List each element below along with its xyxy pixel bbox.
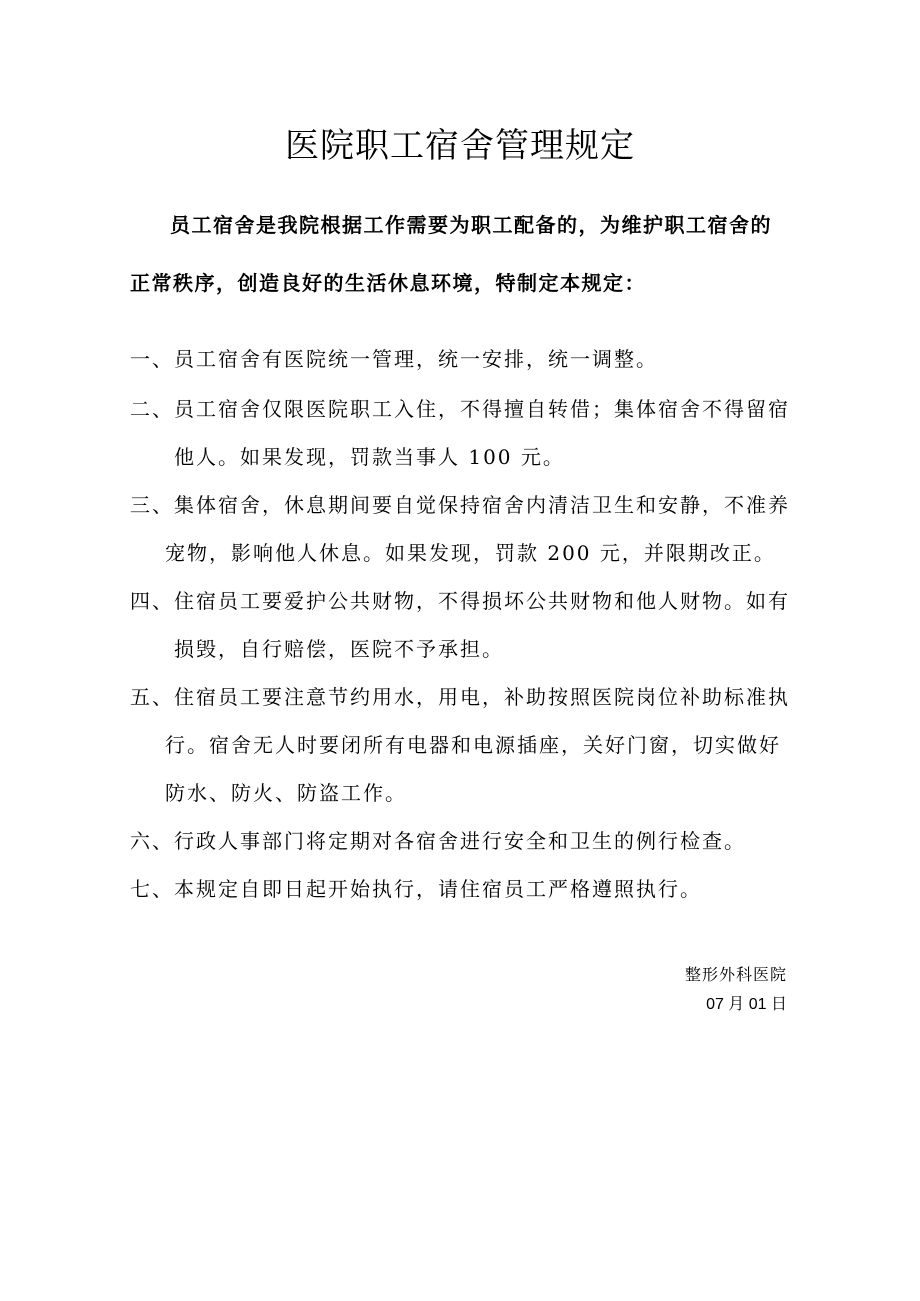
rule-text-line: 集体宿舍，休息期间要自觉保持宿舍内清洁卫生和安静，不准养 [174,493,790,517]
rule-text-line: 员工宿舍仅限医院职工入住，不得擅自转借；集体宿舍不得留宿 [174,397,790,421]
rule-3 [130,490,790,520]
rule-2 [130,394,790,424]
intro-line-2: 正常秩序，创造良好的生活休息环境，特制定本规定： [130,271,646,295]
rule-number: 五、 [130,685,174,709]
rule-text-line: 住宿员工要注意节约用水，用电，补助按照医院岗位补助标准执 [174,685,790,709]
rule-text-line: 员工宿舍有医院统一管理，统一安排，统一调整。 [174,347,658,371]
rule-number: 四、 [130,589,174,613]
signature-organization: 整形外科医院 [684,965,787,984]
rule-text-line: 行政人事部门将定期对各宿舍进行安全和卫生的例行检查。 [174,829,746,853]
rule-4-continuation: 损毁，自行赔偿，医院不予承担。 [174,637,504,661]
rule-number: 二、 [130,397,174,421]
rule-text-line: 住宿员工要爱护公共财物，不得损坏公共财物和他人财物。如有 [174,589,790,613]
rule-7 [130,874,702,904]
rule-4 [130,586,790,616]
rule-number: 一、 [130,347,174,371]
document-title: 医院职工宿舍管理规定 [285,126,635,166]
rule-2-continuation: 他人。如果发现，罚款当事人 100 元。 [174,445,565,469]
rule-5 [130,682,790,712]
rule-5-continuation-2: 防水、防火、防盗工作。 [165,781,407,805]
signature-date: 07 月 01 日 [706,996,787,1013]
rule-number: 六、 [130,829,174,853]
intro-line-1: 员工宿舍是我院根据工作需要为职工配备的，为维护职工宿舍的 [170,213,772,237]
rule-number: 七、 [130,877,174,901]
rule-1 [130,344,658,374]
rule-3-continuation: 宠物，影响他人休息。如果发现，罚款 200 元，并限期改正。 [165,541,776,565]
rule-5-continuation-1: 行。宿舍无人时要闭所有电器和电源插座，关好门窗，切实做好 [165,733,781,757]
rule-6 [130,826,746,856]
rule-number: 三、 [130,493,174,517]
rule-text-line: 本规定自即日起开始执行，请住宿员工严格遵照执行。 [174,877,702,901]
